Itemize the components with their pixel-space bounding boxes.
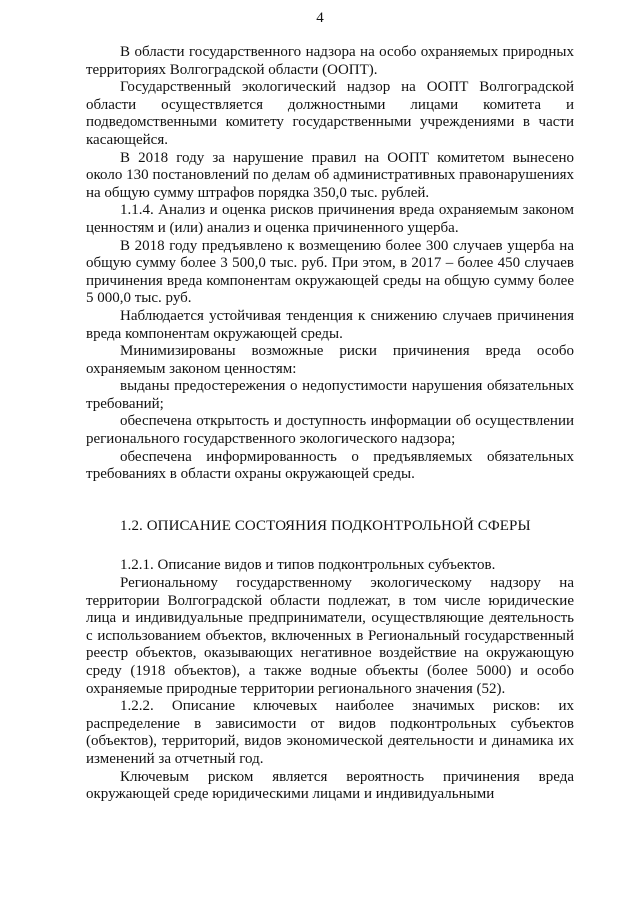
paragraph: Наблюдается устойчивая тенденция к снижению случаев причинения вреда компонентам окружающей среды.: [86, 307, 574, 342]
document-body: [86, 44, 574, 804]
paragraph: 1.2.1. Описание видов и типов подконтрольных субъектов.: [120, 557, 496, 574]
paragraph: 1.2.2. Описание ключевых наиболее значимых рисков: их распределение в зависимости от видов подконтрольных субъектов (объектов), территорий, видов экономической деятельности и динамика их изменений за отчетный год.: [86, 698, 574, 767]
paragraph: Региональному государственному экологическому надзору на территории Волгоградской области подлежат, в том числе юридические лица и индивидуальные предприниматели, осуществляющие деятельность с использованием объектов, включенных в Региональный государственный реестр объектов, оказывающих негативное воздействие на окружающую среду (1918 объектов), а также водные объекты (более 5000) и особо охраняемые природные территории регионального значения (52).: [86, 575, 574, 697]
paragraph: В 2018 году предъявлено к возмещению более 300 случаев ущерба на общую сумму более 3 500,0 тыс. руб. При этом, в 2017 – более 450 случаев причинения вреда компонентам окружающей среды на общую сумму более 5 000,0 тыс. руб.: [86, 237, 574, 307]
list-item: выданы предостережения о недопустимости нарушения обязательных требований;: [86, 378, 574, 412]
page-number: 4: [316, 10, 324, 26]
paragraph: Ключевым риском является вероятность причинения вреда окружающей среде юридическими лицами и индивидуальными: [86, 768, 574, 803]
paragraph: В 2018 году за нарушение правил на ООПТ комитетом вынесено около 130 постановлений по делам об административных правонарушениях на общую сумму штрафов порядка 350,0 тыс. рублей.: [86, 149, 574, 201]
list-item: обеспечена открытость и доступность информации об осуществлении регионального государственного экологического надзора;: [86, 413, 574, 448]
paragraph: Государственный экологический надзор на ООПТ Волгоградской области осуществляется должностными лицами комитета и подведомственными комитету государственными учреждениями в части касающейся.: [86, 79, 574, 148]
list-item: обеспечена информированность о предъявляемых обязательных требованиях в области охраны окружающей среды.: [86, 448, 574, 483]
paragraph: 1.1.4. Анализ и оценка рисков причинения вреда охраняемым законом ценностям и (или) анализ и оценка причиненного ущерба.: [86, 202, 574, 236]
paragraph: В области государственного надзора на особо охраняемых природных территориях Волгоградской области (ООПТ).: [86, 44, 574, 78]
section-heading: 1.2. ОПИСАНИЕ СОСТОЯНИЯ ПОДКОНТРОЛЬНОЙ СФЕРЫ: [120, 517, 531, 534]
paragraph: Минимизированы возможные риски причинения вреда особо охраняемым законом ценностям:: [86, 343, 574, 377]
